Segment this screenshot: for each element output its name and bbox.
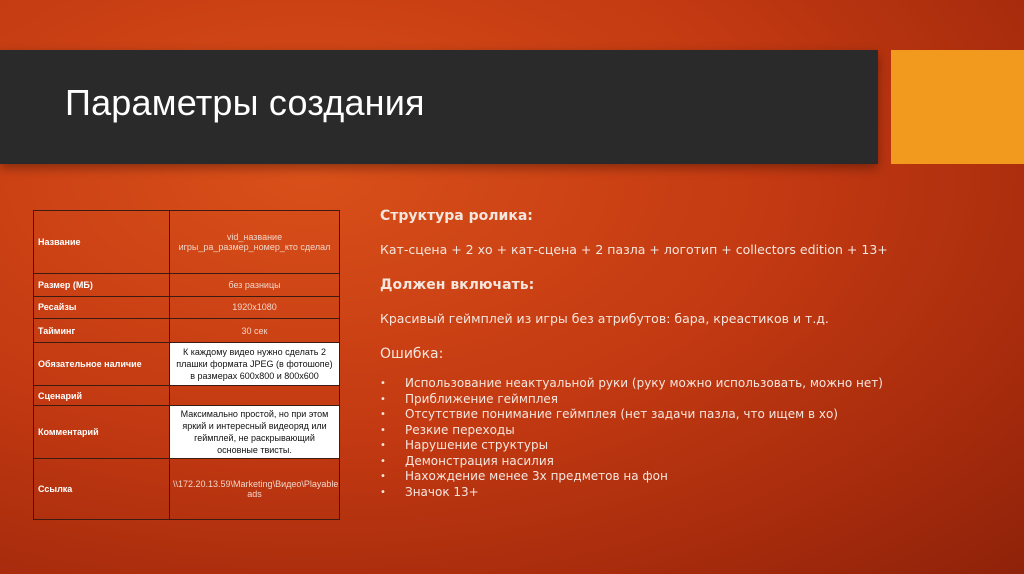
row-key: Тайминг	[34, 318, 170, 342]
list-item: • Приближение геймплея	[380, 391, 558, 406]
row-key: Обязательное наличие	[34, 343, 170, 386]
list-item: • Резкие переходы	[380, 422, 515, 437]
bullet-icon: •	[380, 393, 386, 405]
row-value: Максимально простой, но при этом яркий и интересный видеоряд или геймплей, не раскрывающий основные твисты.	[170, 406, 340, 458]
bullet-icon: •	[380, 486, 386, 498]
row-value: 1920х1080	[170, 296, 340, 318]
bullet-icon: •	[380, 424, 386, 436]
must-include-text: Красивый геймплей из игры без атрибутов: бара, креастиков и т.д.	[380, 311, 829, 326]
content-panel	[380, 208, 1000, 500]
row-key: Ссылка	[34, 458, 170, 519]
bullet-icon: •	[380, 455, 386, 467]
row-value	[170, 386, 340, 406]
list-item: • Нарушение структуры	[380, 438, 549, 452]
row-value: К каждому видео нужно сделать 2 плашки формата JPEG (в фотошопе) в размерах 600х800 и 800х600	[170, 343, 340, 386]
bullet-icon: •	[380, 378, 386, 389]
list-item: • Значок 13+	[380, 484, 479, 499]
list-item: • Отсутствие понимание геймплея (нет задачи пазла, что ищем в хо)	[380, 407, 838, 421]
table-row	[34, 211, 340, 274]
errors-list	[380, 376, 1000, 500]
table-row	[34, 343, 340, 386]
must-include-heading: Должен включать:	[380, 277, 535, 293]
row-key: Размер (МБ)	[34, 274, 170, 296]
row-key: Ресайзы	[34, 296, 170, 318]
bullet-icon: •	[380, 471, 386, 482]
row-value: vid_название игры_pa_размер_номер_кто сделал	[170, 211, 340, 274]
row-key: Название	[34, 211, 170, 274]
list-item: • Нахождение менее 3х предметов на фон	[380, 469, 668, 483]
page-title: Параметры создания	[65, 82, 425, 123]
accent-block	[891, 50, 1024, 164]
row-value: \\172.20.13.59\Marketing\Видео\Playable ads	[170, 458, 340, 519]
row-value: 30 сек	[170, 318, 340, 342]
structure-heading: Структура ролика:	[380, 208, 533, 224]
list-item: • Использование неактуальной руки (руку можно использовать, можно нет)	[380, 376, 883, 390]
bullet-icon: •	[380, 440, 386, 451]
table-row	[34, 318, 340, 342]
table-row	[34, 386, 340, 406]
structure-text: Кат-сцена + 2 хо + кат-сцена + 2 пазла + логотип + collectors edition + 13+	[380, 242, 888, 257]
list-item: • Демонстрация насилия	[380, 453, 554, 468]
table-row	[34, 406, 340, 458]
bullet-icon: •	[380, 409, 386, 420]
row-key: Сценарий	[34, 386, 170, 406]
row-key: Комментарий	[34, 406, 170, 458]
table-row	[34, 458, 340, 519]
errors-heading: Ошибка:	[380, 346, 444, 362]
table-row	[34, 274, 340, 296]
table-row	[34, 296, 340, 318]
row-value: без разницы	[170, 274, 340, 296]
parameters-table	[33, 210, 340, 520]
